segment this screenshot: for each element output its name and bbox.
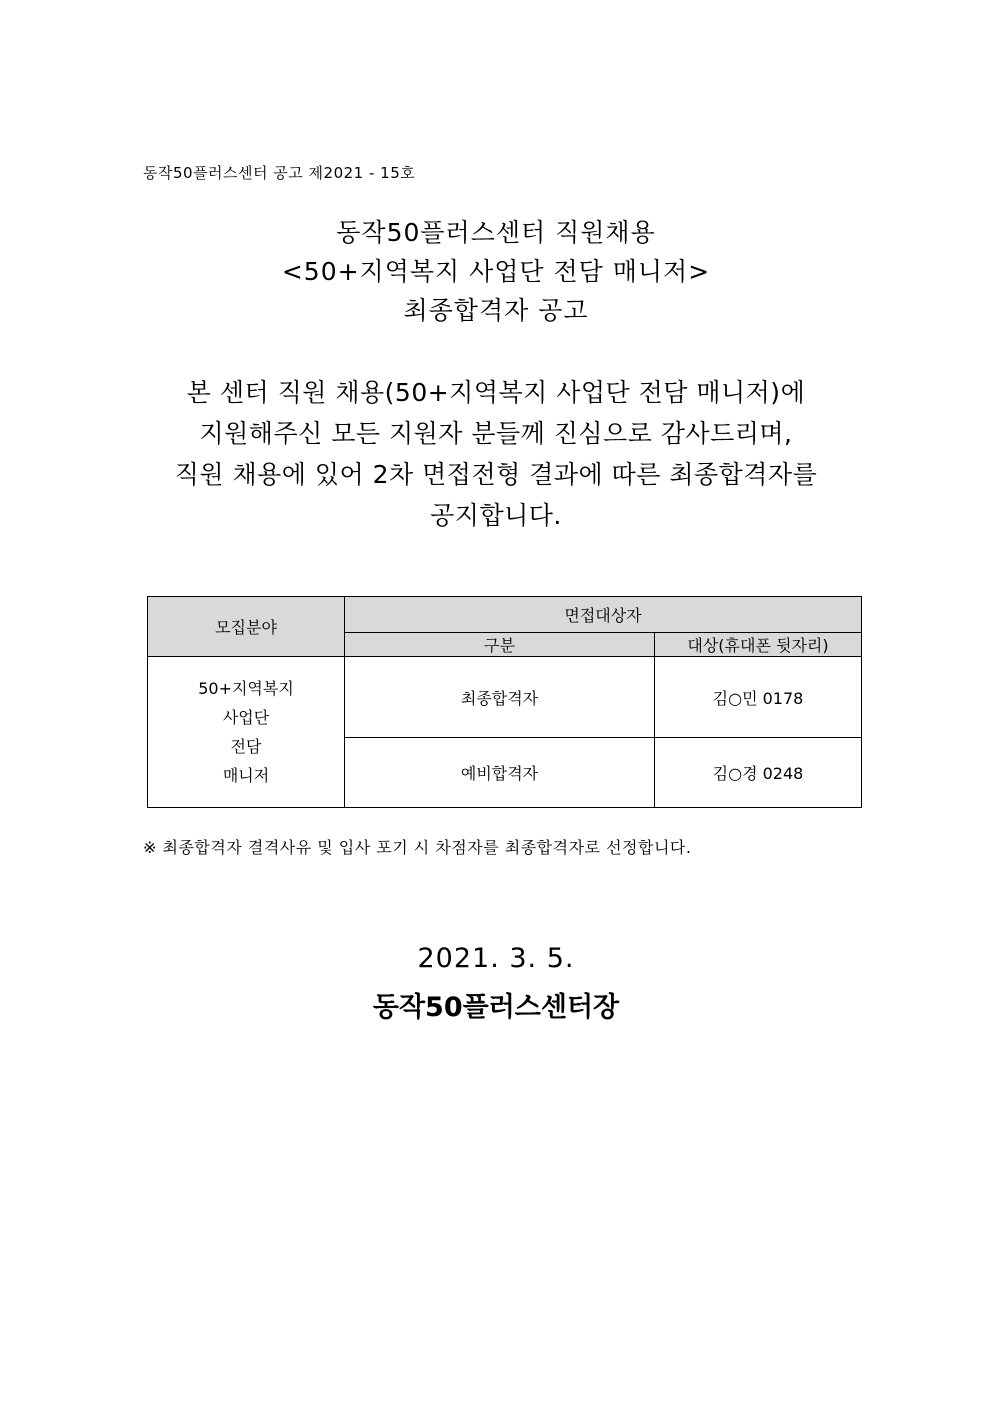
header-category: 구분: [345, 633, 655, 657]
body-line-3: 직원 채용에 있어 2차 면접전형 결과에 따른 최종합격자를: [174, 460, 818, 489]
field-line: 전담: [230, 737, 262, 756]
field-cell: [148, 657, 345, 808]
title-line-2: <50+지역복지 사업단 전담 매니저>: [281, 257, 711, 286]
header-field: 모집분야: [148, 597, 345, 657]
issuer-signature: 동작50플러스센터장: [372, 992, 620, 1023]
table-row: [148, 657, 862, 738]
header-target: 대상(휴대폰 뒷자리): [655, 633, 862, 657]
document-title: [0, 213, 992, 330]
field-line: 매니저: [222, 766, 270, 785]
body-line-1: 본 센터 직원 채용(50+지역복지 사업단 전담 매니저)에: [186, 378, 806, 407]
header-interviewees: 면접대상자: [345, 597, 862, 633]
body-line-2: 지원해주신 모든 지원자 분들께 진심으로 감사드리며,: [199, 419, 793, 448]
target-cell: 김○민 0178: [655, 657, 862, 738]
body-line-4: 공지합니다.: [430, 501, 562, 530]
target-cell: 김○경 0248: [655, 738, 862, 808]
title-line-3: 최종합격자 공고: [403, 296, 589, 325]
field-line: 사업단: [222, 708, 270, 727]
category-cell: 예비합격자: [345, 738, 655, 808]
announcement-date: 2021. 3. 5.: [417, 943, 575, 974]
footnote: ※ 최종합격자 결격사유 및 입사 포기 시 차점자를 최종합격자로 선정합니다.: [143, 838, 692, 857]
field-line: 50+지역복지: [198, 679, 294, 698]
category-cell: 최종합격자: [345, 657, 655, 738]
notice-number: 동작50플러스센터 공고 제2021 - 15호: [143, 164, 416, 182]
announcement-body: [0, 372, 992, 536]
results-table: [147, 596, 862, 808]
title-line-1: 동작50플러스센터 직원채용: [336, 218, 656, 247]
